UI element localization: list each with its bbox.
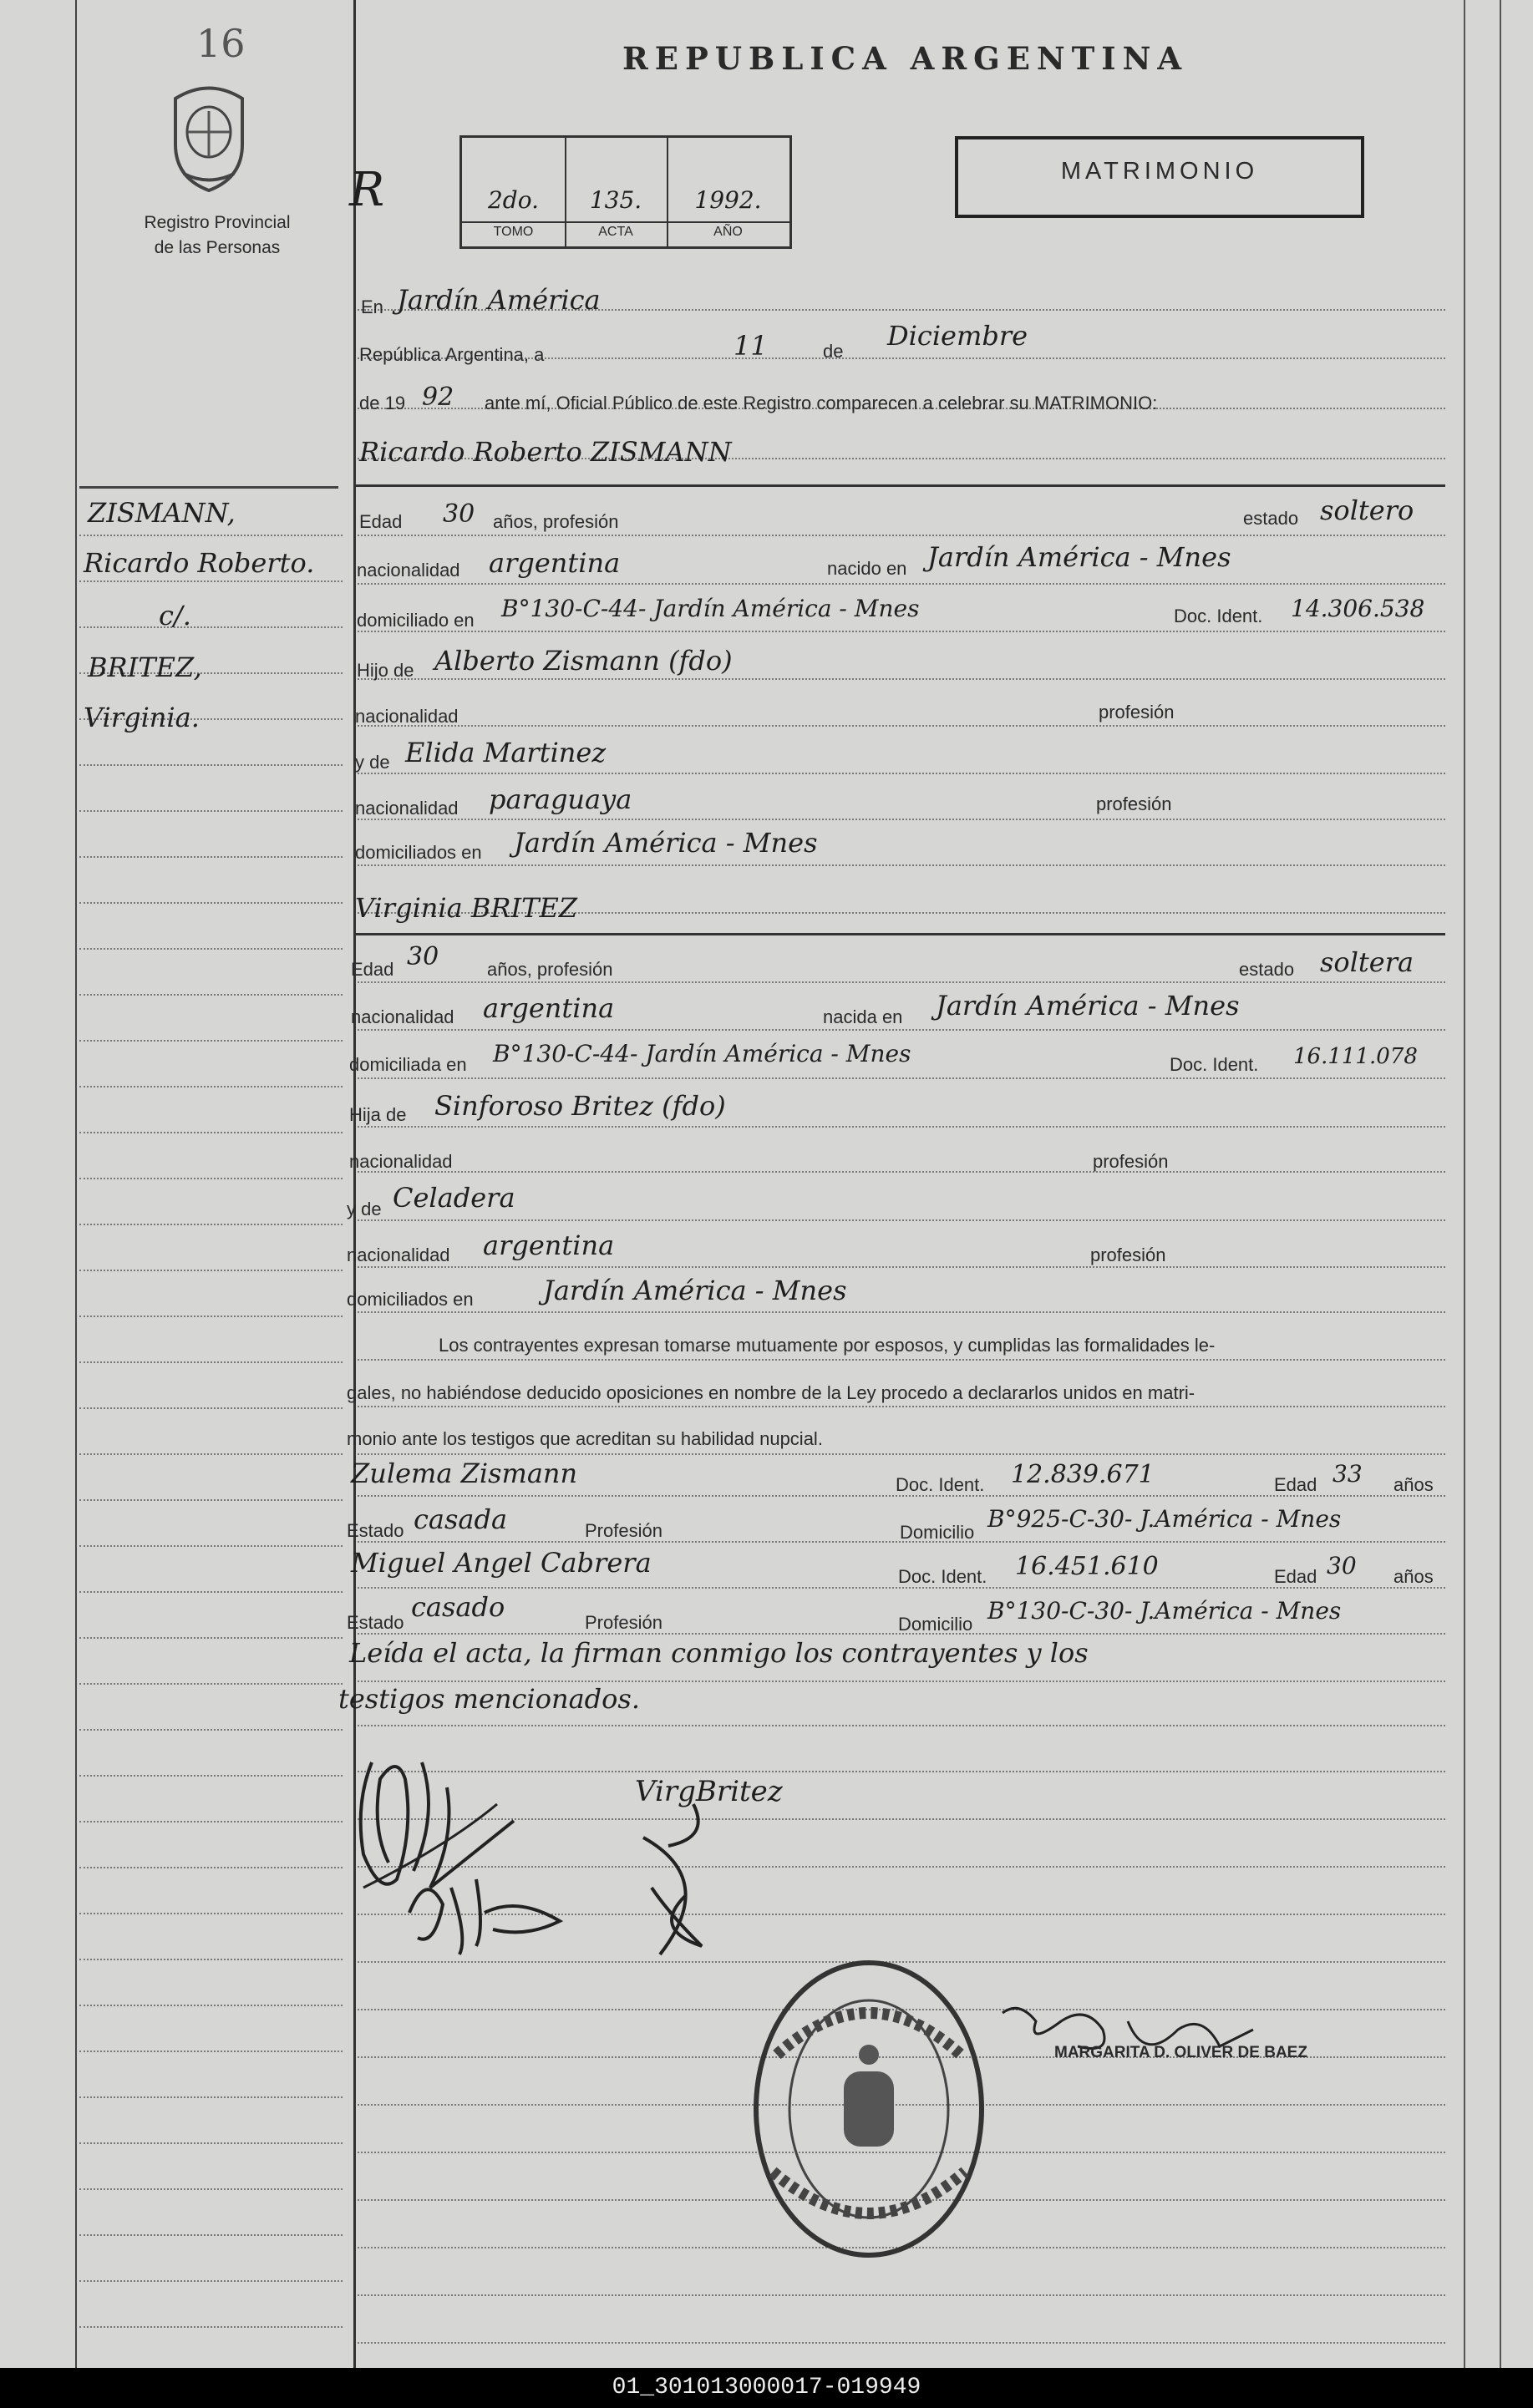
bride-estado: soltera	[1320, 946, 1414, 978]
scan-filename-bar	[0, 2368, 1533, 2408]
right-margin-line	[1464, 0, 1465, 2368]
groom-nacionalidad: argentina	[489, 547, 621, 579]
officer-name: MARGARITA D. OLIVER DE BAEZ	[1054, 2044, 1307, 2061]
witness1-domicilio: B°925-C-30- J.América - Mnes	[987, 1505, 1342, 1533]
margin-rule-line	[79, 994, 343, 996]
ruled-line	[358, 1311, 1445, 1313]
ruled-line	[358, 725, 1445, 727]
ruled-line	[358, 1359, 1445, 1361]
witness-signature-2	[618, 1787, 735, 1971]
margin-rule-line	[79, 902, 343, 904]
intro-text: ante mí, Oficial Público de este Registro comparecen a celebrar su MATRIMONIO:	[485, 393, 1158, 413]
bride-doc: 16.111.078	[1293, 1044, 1418, 1069]
margin-rule-line	[79, 2096, 343, 2098]
groom-nac2-label: nacionalidad	[355, 706, 459, 727]
left-margin-line	[75, 0, 77, 2368]
bride-prof-label: profesión	[1093, 1151, 1169, 1172]
bride-padre: Sinforoso Britez (fdo)	[434, 1090, 726, 1122]
groom-estado: soltero	[1320, 494, 1414, 526]
bride-name: Virginia BRITEZ	[355, 892, 578, 924]
bride-nac-label: nacionalidad	[351, 1006, 454, 1027]
closing-line1: Leída el acta, la firman conmigo los contrayentes y los	[349, 1637, 1089, 1669]
bride-dom-label: domiciliada en	[349, 1054, 467, 1075]
margin-rule-line	[79, 580, 343, 582]
margin-rule-line	[79, 1086, 343, 1087]
ruled-line	[358, 1077, 1445, 1079]
acta-value: 135.	[589, 186, 642, 214]
margin-rule-line	[79, 1040, 343, 1042]
tomo-label: TOMO	[493, 225, 534, 239]
groom-domicilio: B°130-C-44- Jardín América - Mnes	[501, 595, 920, 622]
groom-nacido: Jardín América - Mnes	[927, 541, 1231, 573]
witness1-edad: 33	[1332, 1460, 1363, 1488]
witness2-estado: casado	[411, 1591, 505, 1623]
initials-mark: R	[349, 163, 385, 217]
margin-name-groom: Ricardo Roberto.	[84, 547, 315, 579]
page-number: 16	[196, 21, 246, 66]
ruled-line	[358, 678, 1445, 680]
official-stamp	[748, 1954, 990, 2264]
groom-yde-label: y de	[355, 752, 390, 773]
margin-rule-line	[79, 1270, 343, 1271]
bride-prof2-label: profesión	[1090, 1245, 1166, 1265]
declaration-line2: gales, no habiéndose deducido oposiciones en nombre de la Ley procedo a declararlos unidos en matri-	[347, 1382, 1195, 1403]
witness2-edad-label: Edad	[1274, 1566, 1317, 1587]
margin-rule-line	[79, 1545, 343, 1547]
intro-en-label: En	[361, 297, 383, 317]
column-divider-line	[353, 0, 356, 2368]
bride-doms-label: domiciliados en	[347, 1289, 474, 1310]
margin-rule-line	[79, 764, 343, 766]
registry-box	[459, 135, 792, 249]
groom-dom-label: domiciliado en	[357, 610, 475, 631]
margin-rule-line	[79, 1683, 343, 1685]
margin-rule-line	[79, 1867, 343, 1868]
ruled-line	[358, 535, 1445, 536]
bride-estado-label: estado	[1239, 959, 1295, 980]
ruled-line	[358, 1266, 1445, 1268]
intro-republic-label: República Argentina, a	[359, 344, 545, 365]
bride-edad: 30	[407, 942, 439, 971]
anio-value: 1992.	[694, 186, 762, 214]
margin-rule-line	[79, 2142, 343, 2144]
margin-rule-line	[79, 2051, 343, 2052]
groom-estado-label: estado	[1243, 508, 1299, 529]
margin-rule-line	[79, 2326, 343, 2328]
ruled-line	[358, 631, 1445, 632]
groom-doc-label: Doc. Ident.	[1174, 606, 1263, 626]
ruled-line	[358, 864, 1445, 866]
bride-nacionalidad: argentina	[483, 992, 615, 1024]
ruled-line	[358, 1219, 1445, 1221]
groom-hijo-label: Hijo de	[357, 660, 414, 681]
act-type-box	[955, 136, 1364, 218]
margin-rule-line	[79, 948, 343, 950]
groom-nac-madre: paraguaya	[489, 783, 632, 815]
witness1-estado: casada	[414, 1503, 508, 1535]
witness2-dom-label: Domicilio	[898, 1614, 973, 1635]
intro-year-suffix: 92	[422, 383, 454, 412]
ruled-line	[358, 2294, 1445, 2296]
witness2-estado-label: Estado	[347, 1612, 404, 1633]
margin-name-bride: Virginia.	[84, 702, 200, 733]
margin-rule-line	[79, 2280, 343, 2282]
ruled-line	[358, 1453, 1445, 1455]
witness2-doc: 16.451.610	[1015, 1552, 1159, 1581]
ruled-line	[358, 1126, 1445, 1128]
witness2-prof-label: Profesión	[585, 1612, 662, 1633]
witness2-edad: 30	[1327, 1552, 1357, 1579]
ruled-line	[358, 1029, 1445, 1031]
witness1-dom-label: Domicilio	[900, 1522, 975, 1543]
groom-padre: Alberto Zismann (fdo)	[434, 645, 733, 677]
groom-doc: 14.306.538	[1291, 595, 1425, 622]
groom-divider	[355, 484, 1445, 487]
groom-prof2-label: profesión	[1096, 793, 1172, 814]
ruled-line	[358, 981, 1445, 983]
witness1-doc: 12.839.671	[1011, 1460, 1155, 1489]
country-title: REPUBLICA ARGENTINA	[622, 40, 1189, 77]
witness1-doc-label: Doc. Ident.	[896, 1474, 985, 1495]
margin-surname-bride: BRITEZ,	[88, 651, 202, 683]
margin-rule-line	[79, 1132, 343, 1133]
margin-rule-line	[79, 2188, 343, 2190]
groom-nac3-label: nacionalidad	[355, 798, 459, 819]
bride-nac2-label: nacionalidad	[349, 1151, 453, 1172]
witness-signature-1	[393, 1863, 593, 1963]
witness2-domicilio: B°130-C-30- J.América - Mnes	[987, 1597, 1342, 1625]
bride-hija-label: Hija de	[349, 1104, 407, 1125]
margin-surname-groom: ZISMANN,	[88, 497, 236, 529]
bride-nacida: Jardín América - Mnes	[936, 990, 1240, 1021]
margin-rule-line	[79, 1591, 343, 1593]
intro-de-label: de	[823, 341, 844, 362]
margin-rule-line	[79, 1821, 343, 1822]
margin-top-rule	[79, 486, 338, 489]
groom-name: Ricardo Roberto ZISMANN	[359, 436, 732, 468]
margin-rule-line	[79, 856, 343, 858]
anio-label: AÑO	[713, 225, 743, 239]
margin-rule-line	[79, 1637, 343, 1639]
ruled-line	[358, 1681, 1445, 1682]
witness1-prof-label: Profesión	[585, 1520, 662, 1541]
bride-yde-label: y de	[347, 1199, 382, 1219]
margin-rule-line	[79, 1499, 343, 1501]
margin-rule-line	[79, 2234, 343, 2236]
margin-rule-line	[79, 1178, 343, 1179]
ruled-line	[358, 1406, 1445, 1407]
witness1-estado-label: Estado	[347, 1520, 404, 1541]
witness1-name: Zulema Zismann	[351, 1457, 578, 1489]
bride-divider	[355, 933, 1445, 935]
ruled-line	[358, 1725, 1445, 1726]
witness2-doc-label: Doc. Ident.	[898, 1566, 987, 1587]
bride-doms: Jardín América - Mnes	[543, 1275, 847, 1306]
tomo-value: 2do.	[487, 186, 539, 214]
intro-year-prefix: de 19	[359, 393, 406, 413]
bride-doc-label: Doc. Ident.	[1170, 1054, 1259, 1075]
bride-signature: VirgBritez	[635, 1775, 783, 1808]
scan-filename: 01_301013000017-019949	[612, 2375, 921, 2400]
ruled-line	[358, 583, 1445, 585]
registry-label-line2: de las Personas	[154, 238, 281, 257]
page-edge-line	[1500, 0, 1501, 2368]
bride-anos-label: años, profesión	[487, 959, 613, 980]
act-type: MATRIMONIO	[1060, 158, 1259, 185]
margin-rule-line	[79, 535, 343, 536]
margin-rule-line	[79, 1316, 343, 1317]
acta-label: ACTA	[598, 225, 633, 239]
margin-rule-line	[79, 1775, 343, 1777]
witness1-anos-label: años	[1393, 1474, 1434, 1495]
ruled-line	[358, 773, 1445, 774]
ruled-line	[358, 819, 1445, 820]
groom-prof-label: profesión	[1099, 702, 1175, 722]
bride-domicilio: B°130-C-44- Jardín América - Mnes	[493, 1040, 911, 1067]
bride-nac-madre: argentina	[483, 1229, 615, 1261]
groom-edad-label: Edad	[359, 511, 403, 532]
margin-rule-line	[79, 1361, 343, 1363]
intro-place: Jardín América	[397, 284, 601, 316]
margin-rule-line	[79, 810, 343, 812]
margin-rule-line	[79, 626, 343, 628]
margin-rule-line	[79, 1453, 343, 1455]
margin-rule-line	[79, 1959, 343, 1960]
declaration-line1: Los contrayentes expresan tomarse mutuamente por esposos, y cumplidas las formalidades le-	[439, 1335, 1216, 1356]
bride-madre: Celadera	[393, 1182, 515, 1214]
groom-madre: Elida Martinez	[405, 737, 607, 768]
margin-rule-line	[79, 1224, 343, 1225]
bride-nacida-label: nacida en	[823, 1006, 903, 1027]
margin-rule-line	[79, 1913, 343, 1914]
ruled-line	[358, 1171, 1445, 1173]
groom-doms: Jardín América - Mnes	[514, 827, 818, 859]
coat-of-arms-icon	[163, 82, 255, 195]
groom-anos-label: años, profesión	[493, 511, 619, 532]
margin-rule-line	[79, 1407, 343, 1409]
witness2-anos-label: años	[1393, 1566, 1434, 1587]
bride-edad-label: Edad	[351, 959, 394, 980]
officer-signature	[986, 1996, 1337, 2088]
intro-day: 11	[734, 330, 768, 362]
intro-month: Diciembre	[887, 320, 1028, 352]
groom-edad: 30	[443, 499, 475, 529]
groom-nac-label: nacionalidad	[357, 560, 460, 580]
registry-label-line1: Registro Provincial	[144, 213, 291, 232]
ruled-line	[358, 2342, 1445, 2344]
margin-rule-line	[79, 2005, 343, 2006]
groom-doms-label: domiciliados en	[355, 842, 482, 863]
margin-separator: c/.	[159, 600, 191, 631]
closing-line2: testigos mencionados.	[338, 1683, 640, 1715]
witness2-name: Miguel Angel Cabrera	[351, 1547, 652, 1579]
declaration-line3: monio ante los testigos que acreditan su habilidad nupcial.	[347, 1428, 823, 1449]
witness1-edad-label: Edad	[1274, 1474, 1317, 1495]
bride-nac3-label: nacionalidad	[347, 1245, 450, 1265]
groom-nacido-label: nacido en	[827, 558, 907, 579]
margin-rule-line	[79, 1729, 343, 1731]
